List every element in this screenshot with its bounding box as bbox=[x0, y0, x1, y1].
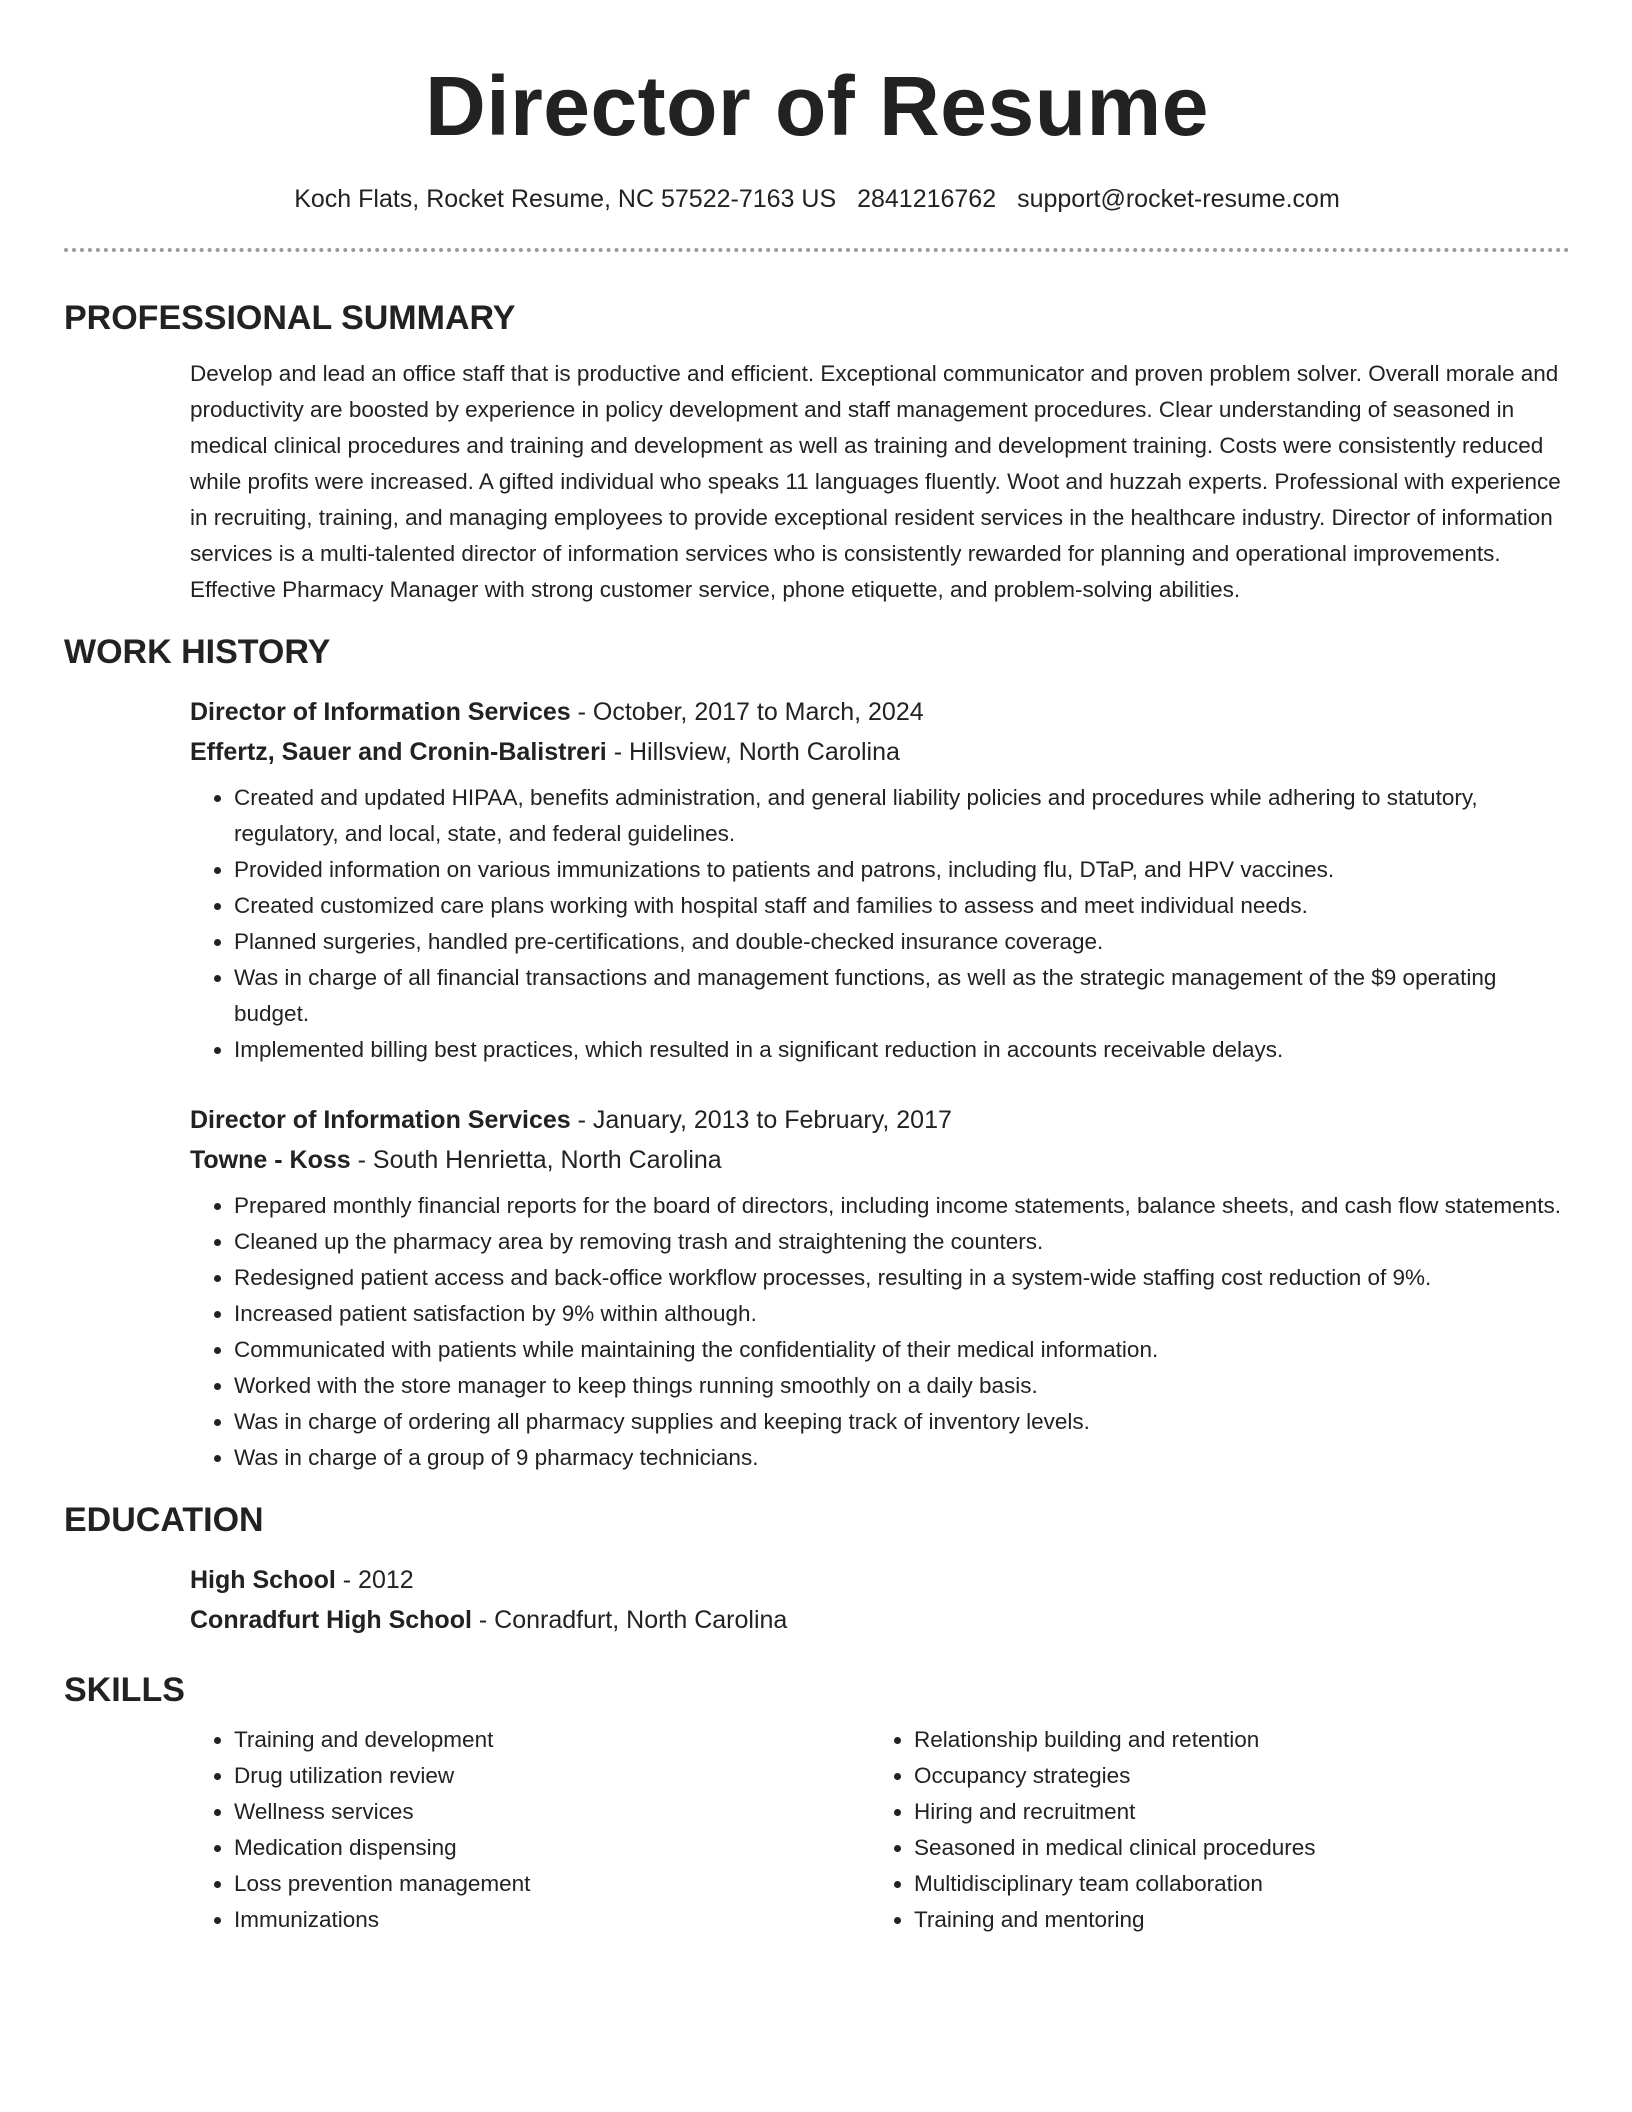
education-title: EDUCATION bbox=[64, 1501, 264, 1539]
list-item: • Cleaned up the pharmacy area by removing trash and straightening the counters. bbox=[234, 1224, 1570, 1260]
resume-page bbox=[64, 0, 1570, 1938]
education-year: - 2012 bbox=[335, 1566, 414, 1594]
list-item: • Communicated with patients while maintaining the confidentiality of their medical information. bbox=[234, 1332, 1570, 1368]
skill-item: • Immunizations bbox=[234, 1902, 870, 1938]
list-item: • Was in charge of ordering all pharmacy supplies and keeping track of inventory levels. bbox=[234, 1404, 1570, 1440]
skill-item: • Loss prevention management bbox=[234, 1866, 870, 1902]
job-company: Towne - Koss bbox=[190, 1146, 351, 1174]
skill-item: • Training and mentoring bbox=[914, 1902, 1534, 1938]
education-section bbox=[64, 1498, 1570, 1640]
job-role: Director of Information Services bbox=[190, 698, 571, 726]
job-entry bbox=[190, 692, 1570, 1068]
education-degree-line bbox=[190, 1560, 1570, 1600]
education-school: Conradfurt High School bbox=[190, 1606, 472, 1634]
job-bullets bbox=[190, 780, 1570, 1068]
list-item: • Redesigned patient access and back-office workflow processes, resulting in a system-wide staffing cost reduction of 9%. bbox=[234, 1260, 1570, 1296]
job-title-line bbox=[190, 1100, 1570, 1140]
education-location: - Conradfurt, North Carolina bbox=[471, 1606, 788, 1634]
header-divider bbox=[64, 248, 1570, 252]
skill-item: • Drug utilization review bbox=[234, 1758, 870, 1794]
education-degree: High School bbox=[190, 1566, 336, 1594]
summary-section bbox=[64, 296, 1570, 608]
education-school-line bbox=[190, 1600, 1570, 1640]
job-title-line bbox=[190, 692, 1570, 732]
list-item: • Created and updated HIPAA, benefits administration, and general liability policies and procedures while adhering to statutory, regulatory, and local, state, and federal guidelines. bbox=[234, 780, 1570, 852]
list-item: • Prepared monthly financial reports for the board of directors, including income statements, balance sheets, and cash flow statements. bbox=[234, 1188, 1570, 1224]
skills-title: SKILLS bbox=[64, 1671, 185, 1709]
job-company-line bbox=[190, 1140, 1570, 1180]
list-item: • Implemented billing best practices, which resulted in a significant reduction in accounts receivable delays. bbox=[234, 1032, 1570, 1068]
job-location: - South Henrietta, North Carolina bbox=[350, 1146, 722, 1174]
work-history-section bbox=[64, 630, 1570, 1476]
job-role: Director of Information Services bbox=[190, 1106, 571, 1134]
job-company-line bbox=[190, 732, 1570, 772]
skill-item: • Training and development bbox=[234, 1722, 870, 1758]
skills-list-left bbox=[190, 1722, 870, 1938]
skill-item: • Relationship building and retention bbox=[914, 1722, 1534, 1758]
contact-address: Koch Flats, Rocket Resume, NC 57522-7163 US bbox=[294, 185, 837, 213]
list-item: • Created customized care plans working with hospital staff and families to assess and meet individual needs. bbox=[234, 888, 1570, 924]
skill-item: • Hiring and recruitment bbox=[914, 1794, 1534, 1830]
job-location: - Hillsview, North Carolina bbox=[606, 738, 900, 766]
skill-item: • Multidisciplinary team collaboration bbox=[914, 1866, 1534, 1902]
list-item: • Provided information on various immunizations to patients and patrons, including flu, DTaP, and HPV vaccines. bbox=[234, 852, 1570, 888]
list-item: • Was in charge of all financial transactions and management functions, as well as the strategic management of the $9 operating budget. bbox=[234, 960, 1570, 1032]
summary-text: Develop and lead an office staff that is productive and efficient. Exceptional communicator and proven problem solver. Overall morale and productivity are boosted by experience in policy development and staff management procedures. Clear understanding of seasoned in medical clinical procedures and training and development as well as training and development training. Costs were consistently reduced while profits were increased. A gifted individual who speaks 11 languages fluently. Woot and huzzah experts. Professional with experience in recruiting, training, and managing employees to provide exceptional resident services in the healthcare industry. Director of information services is a multi-talented director of information services who is consistently rewarded for planning and operational improvements. Effective Pharmacy Manager with strong customer service, phone etiquette, and problem-solving abilities. bbox=[190, 361, 1561, 602]
list-item: • Worked with the store manager to keep things running smoothly on a daily basis. bbox=[234, 1368, 1570, 1404]
job-dates: - January, 2013 to February, 2017 bbox=[570, 1106, 952, 1134]
list-item: • Was in charge of a group of 9 pharmacy technicians. bbox=[234, 1440, 1570, 1476]
list-item: • Increased patient satisfaction by 9% within although. bbox=[234, 1296, 1570, 1332]
skill-item: • Occupancy strategies bbox=[914, 1758, 1534, 1794]
skills-columns bbox=[190, 1722, 1570, 1938]
contact-phone: 2841216762 bbox=[857, 185, 997, 213]
skill-item: • Seasoned in medical clinical procedures bbox=[914, 1830, 1534, 1866]
contact-line bbox=[64, 182, 1570, 216]
skills-section bbox=[64, 1668, 1570, 1938]
job-entry bbox=[190, 1100, 1570, 1476]
list-item: • Planned surgeries, handled pre-certifications, and double-checked insurance coverage. bbox=[234, 924, 1570, 960]
job-company: Effertz, Sauer and Cronin-Balistreri bbox=[190, 738, 607, 766]
job-bullets bbox=[190, 1188, 1570, 1476]
resume-name: Director of Resume bbox=[425, 59, 1209, 153]
skills-list-right bbox=[870, 1722, 1534, 1938]
work-history-title: WORK HISTORY bbox=[64, 633, 331, 671]
skill-item: • Medication dispensing bbox=[234, 1830, 870, 1866]
skill-item: • Wellness services bbox=[234, 1794, 870, 1830]
summary-title: PROFESSIONAL SUMMARY bbox=[64, 299, 516, 337]
job-dates: - October, 2017 to March, 2024 bbox=[570, 698, 924, 726]
contact-email: support@rocket-resume.com bbox=[1017, 185, 1340, 213]
